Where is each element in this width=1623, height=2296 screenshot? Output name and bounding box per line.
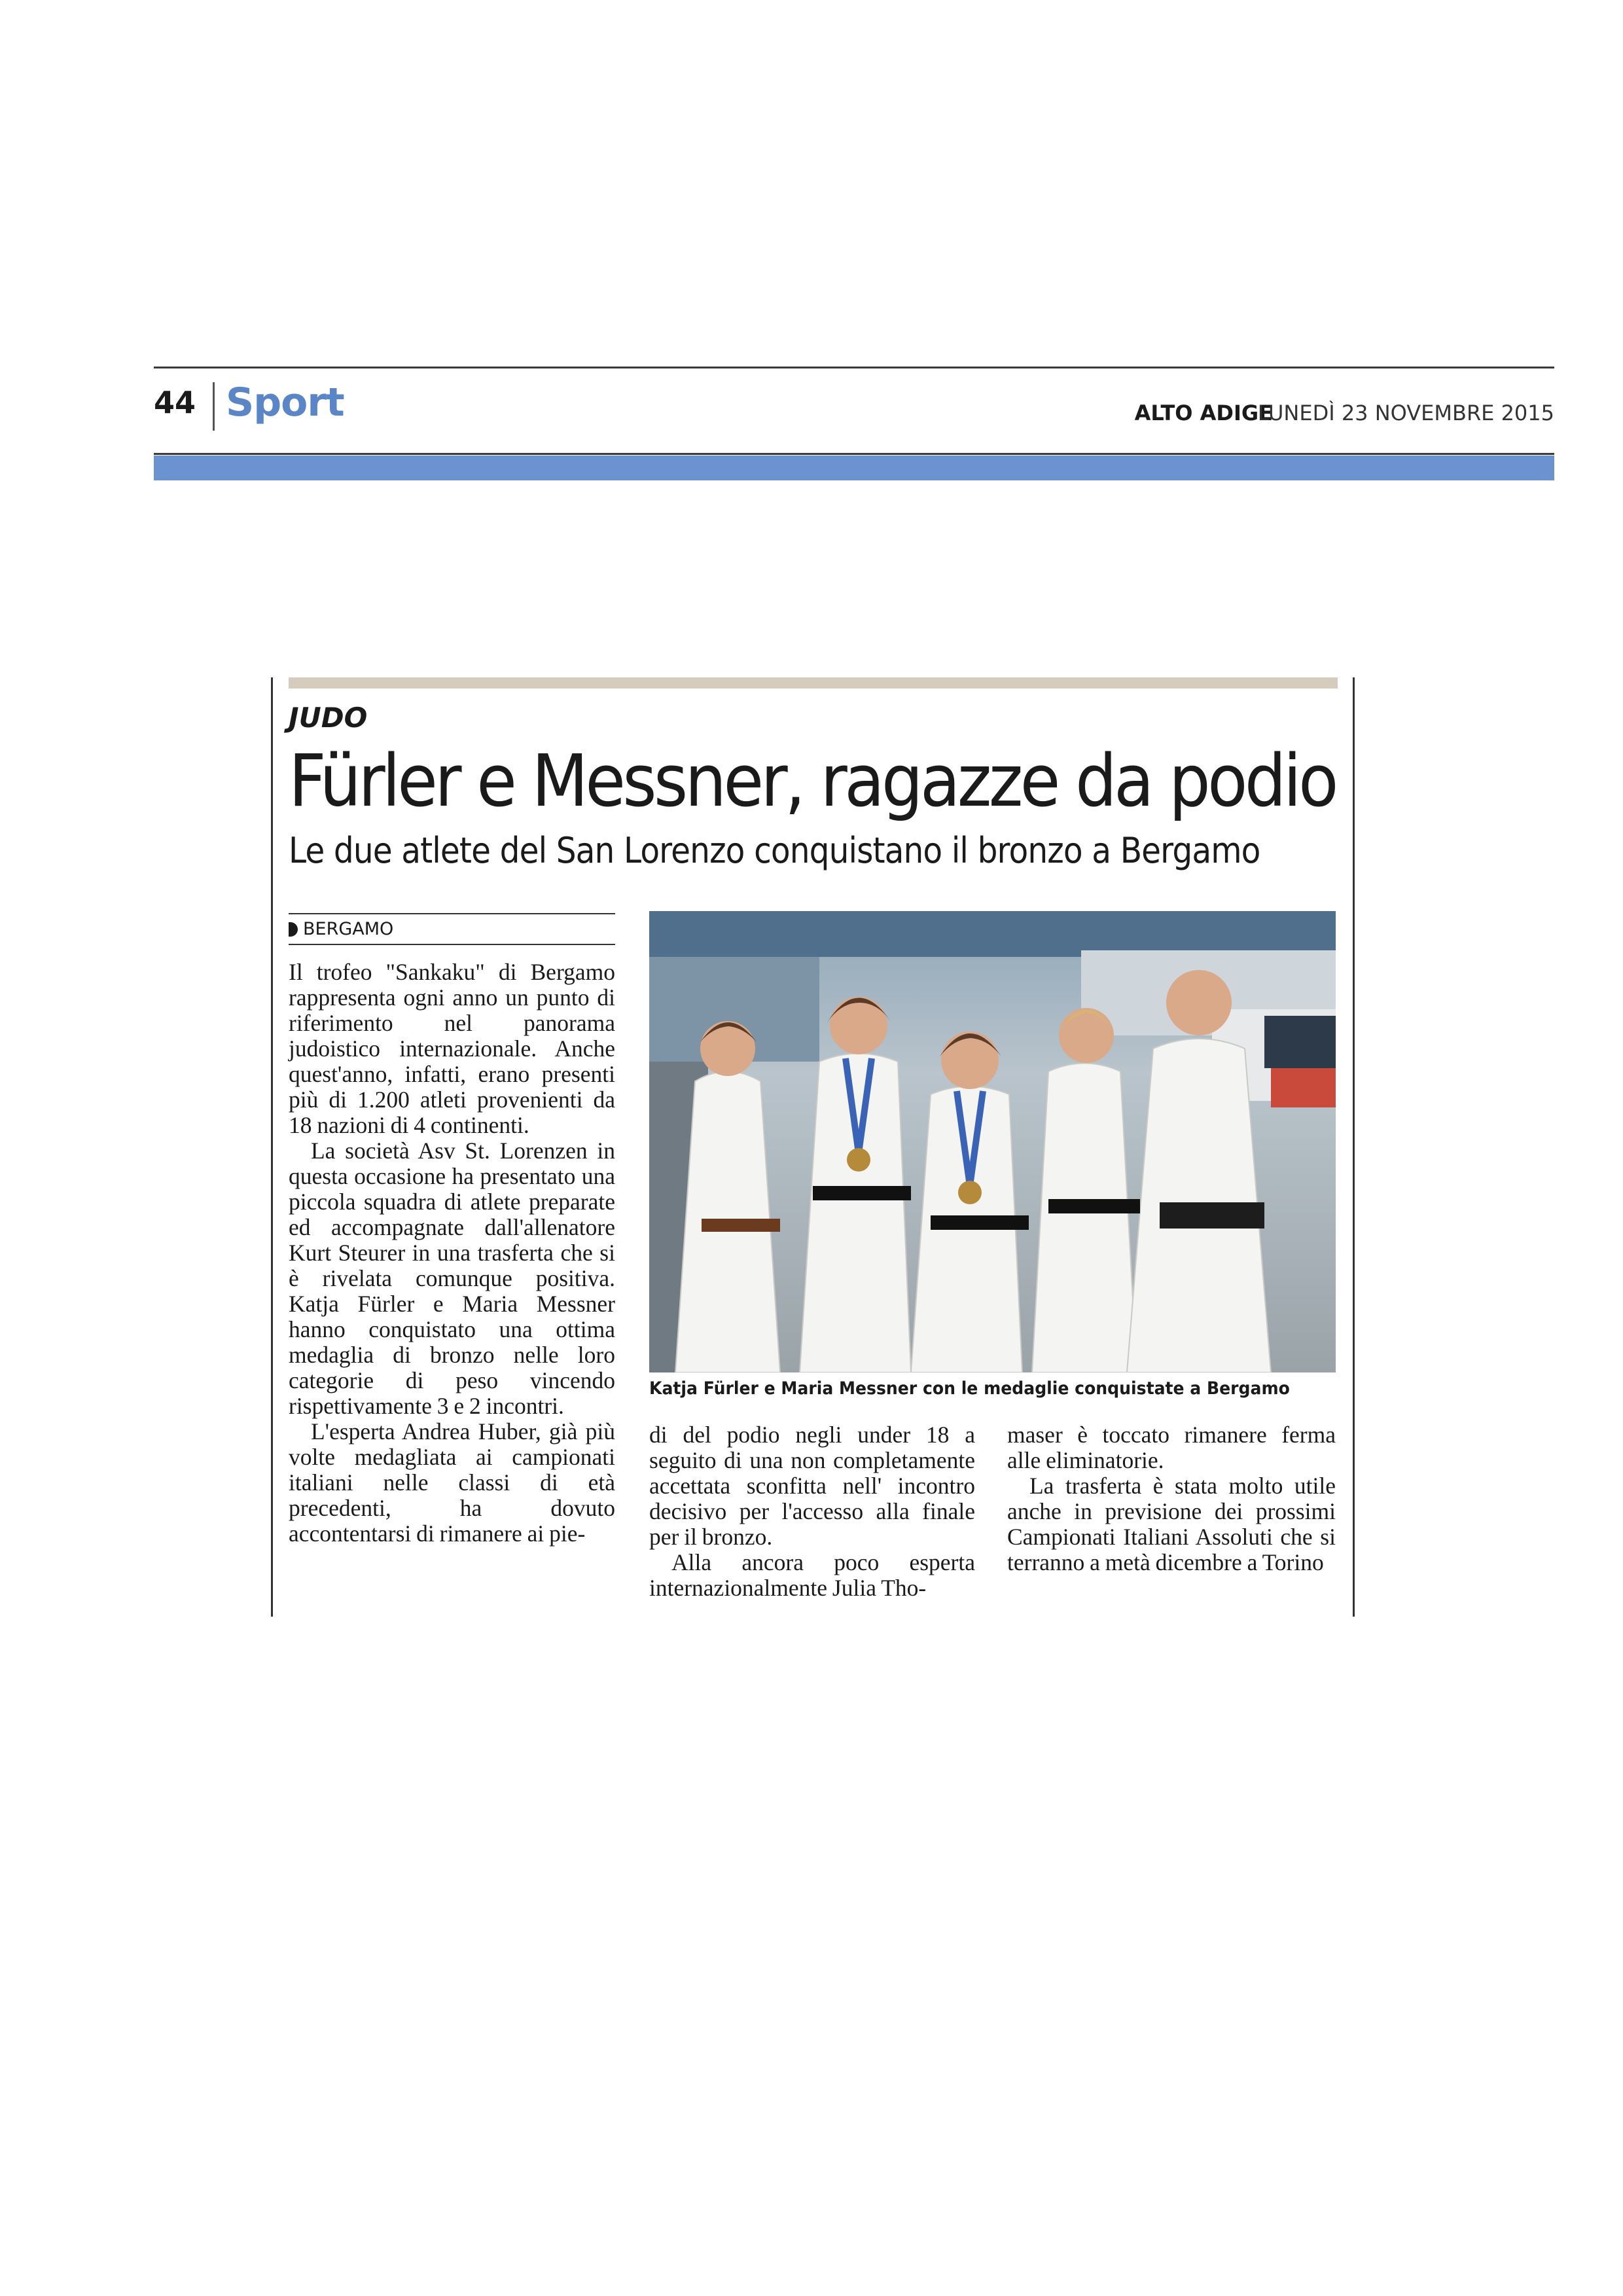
article-frame-left (271, 677, 273, 1617)
article-headline: Fürler e Messner, ragazze da podio (289, 739, 1336, 823)
article-frame-right (1353, 677, 1355, 1617)
dateline-marker-icon (289, 922, 298, 937)
article-photo (649, 911, 1336, 1372)
header-bottom-rule (154, 453, 1554, 455)
paragraph: La società Asv St. Lorenzen in questa occasione ha presentato una piccola squadra di atlete preparate ed accompagnate dall'allenatore Kurt Steurer in una trasferta che si è rivelata comunque positiva. Katja Fürler e Maria Messner hanno conquistato una ottima medaglia di bronzo nelle loro categorie di peso vincendo rispettivamente 3 e 2 incontri. (289, 1138, 615, 1419)
section-color-band (154, 456, 1554, 480)
article-column-3 (1007, 1422, 1336, 1575)
issue-date: LUNEDÌ 23 NOVEMBRE 2015 (1257, 401, 1554, 425)
judo-athletes-photo (649, 911, 1336, 1372)
photo-caption: Katja Fürler e Maria Messner con le medaglie conquistate a Bergamo (649, 1378, 1290, 1399)
section-title: Sport (226, 380, 344, 425)
paragraph: Il trofeo "Sankaku" di Bergamo rappresenta ogni anno un punto di riferimento nel panorama judoistico internazionale. Anche quest'anno, infatti, erano presenti più di 1.200 atleti provenienti da 18 nazioni di 4 continenti. (289, 959, 615, 1138)
dateline (289, 919, 393, 939)
paragraph: L'esperta Andrea Huber, già più volte medagliata ai campionati italiani nelle classi di età precedenti, ha dovuto accontentarsi di rimanere ai pie- (289, 1418, 615, 1547)
article-top-bar (289, 677, 1338, 689)
newspaper-name: ALTO ADIGE (1134, 401, 1273, 425)
paragraph: Alla ancora poco esperta internazionalmente Julia Tho- (649, 1549, 975, 1601)
paragraph: maser è toccato rimanere ferma alle eliminatorie. (1007, 1422, 1336, 1473)
dateline-rule-bottom (289, 944, 615, 945)
header-separator (213, 382, 215, 431)
paragraph: La trasferta è stata molto utile anche in previsione dei prossimi Campionati Italiani Assoluti che si terranno a metà dicembre a Torino (1007, 1473, 1336, 1575)
article-kicker: JUDO (289, 702, 368, 734)
article-column-2 (649, 1422, 975, 1601)
article-subheadline: Le due atlete del San Lorenzo conquistano il bronzo a Bergamo (289, 830, 1260, 871)
paragraph: di del podio negli under 18 a seguito di una non completamente accettata sconfitta nell' incontro decisivo per l'accesso alla finale per il bronzo. (649, 1422, 975, 1550)
article-column-1 (289, 960, 615, 1547)
header-top-rule (154, 367, 1554, 368)
dateline-text: BERGAMO (303, 919, 394, 939)
dateline-rule-top (289, 913, 615, 914)
page-number: 44 (154, 385, 196, 420)
